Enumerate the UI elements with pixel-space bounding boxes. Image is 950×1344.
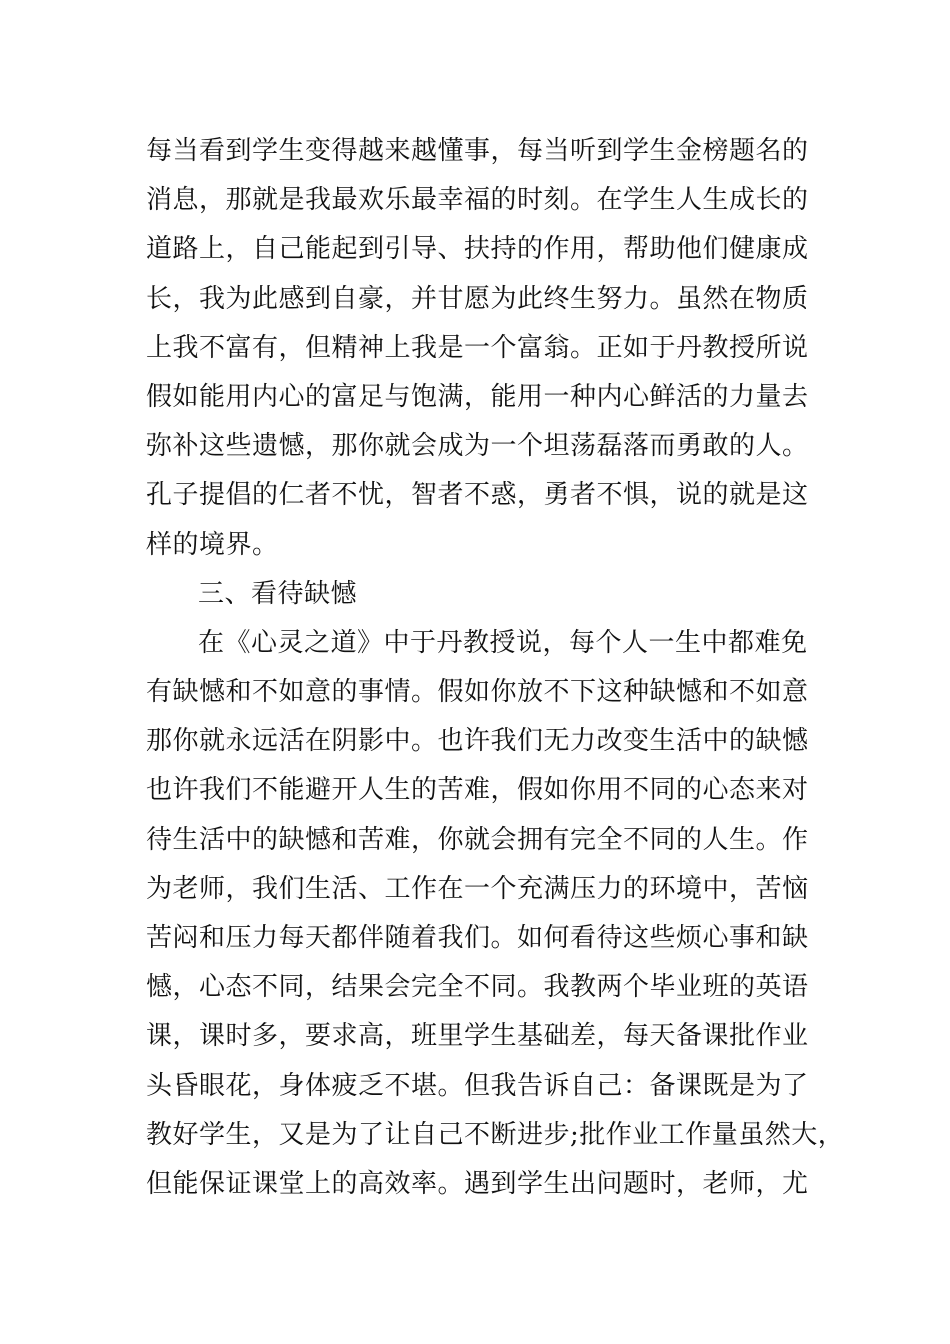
paragraph-line: 苦闷和压力每天都伴随着我们。如何看待这些烦心事和缺 <box>146 923 809 953</box>
paragraph-line: 每当看到学生变得越来越懂事，每当听到学生金榜题名的 <box>146 136 809 166</box>
paragraph-line: 待生活中的缺憾和苦难，你就会拥有完全不同的人生。作 <box>146 824 809 855</box>
paragraph-line: 也许我们不能避开人生的苦难，假如你用不同的心态来对 <box>146 775 809 806</box>
paragraph-line: 那你就永远活在阴影中。也许我们无力改变生活中的缺憾 <box>146 726 809 757</box>
paragraph-line: 在《心灵之道》中于丹教授说，每个人一生中都难免 <box>198 627 808 658</box>
paragraph-line: 课，课时多，要求高，班里学生基础差，每天备课批作业 <box>146 1021 809 1052</box>
paragraph-line: 但能保证课堂上的高效率。遇到学生出问题时，老师，尤 <box>146 1168 809 1199</box>
paragraph-line: 孔子提倡的仁者不忧，智者不惑，勇者不惧，说的就是这 <box>146 480 809 511</box>
paragraph-line: 样的境界。 <box>146 529 279 560</box>
paragraph-line: 弥补这些遗憾，那你就会成为一个坦荡磊落而勇敢的人。 <box>146 431 809 462</box>
section-heading: 三、看待缺憾 <box>198 578 358 609</box>
body-text <box>146 127 845 1209</box>
paragraph-line: 有缺憾和不如意的事情。假如你放不下这种缺憾和不如意 <box>146 677 809 708</box>
paragraph-line: 道路上，自己能起到引导、扶持的作用，帮助他们健康成 <box>146 234 809 265</box>
paragraph-line: 憾，心态不同，结果会完全不同。我教两个毕业班的英语 <box>146 972 809 1003</box>
paragraph-line: 上我不富有，但精神上我是一个富翁。正如于丹教授所说 <box>146 332 809 363</box>
paragraph-line: 假如能用内心的富足与饱满，能用一种内心鲜活的力量去 <box>146 381 809 412</box>
paragraph-line: 长，我为此感到自豪，并甘愿为此终生努力。虽然在物质 <box>146 283 809 314</box>
paragraph-line: 消息，那就是我最欢乐最幸福的时刻。在学生人生成长的 <box>146 185 809 216</box>
paragraph-line: 为老师，我们生活、工作在一个充满压力的环境中，苦恼 <box>146 873 809 904</box>
paragraph-line: 头昏眼花，身体疲乏不堪。但我告诉自己：备课既是为了 <box>146 1070 809 1101</box>
paragraph-line: 教好学生，又是为了让自己不断进步;批作业工作量虽然大， <box>146 1119 845 1150</box>
